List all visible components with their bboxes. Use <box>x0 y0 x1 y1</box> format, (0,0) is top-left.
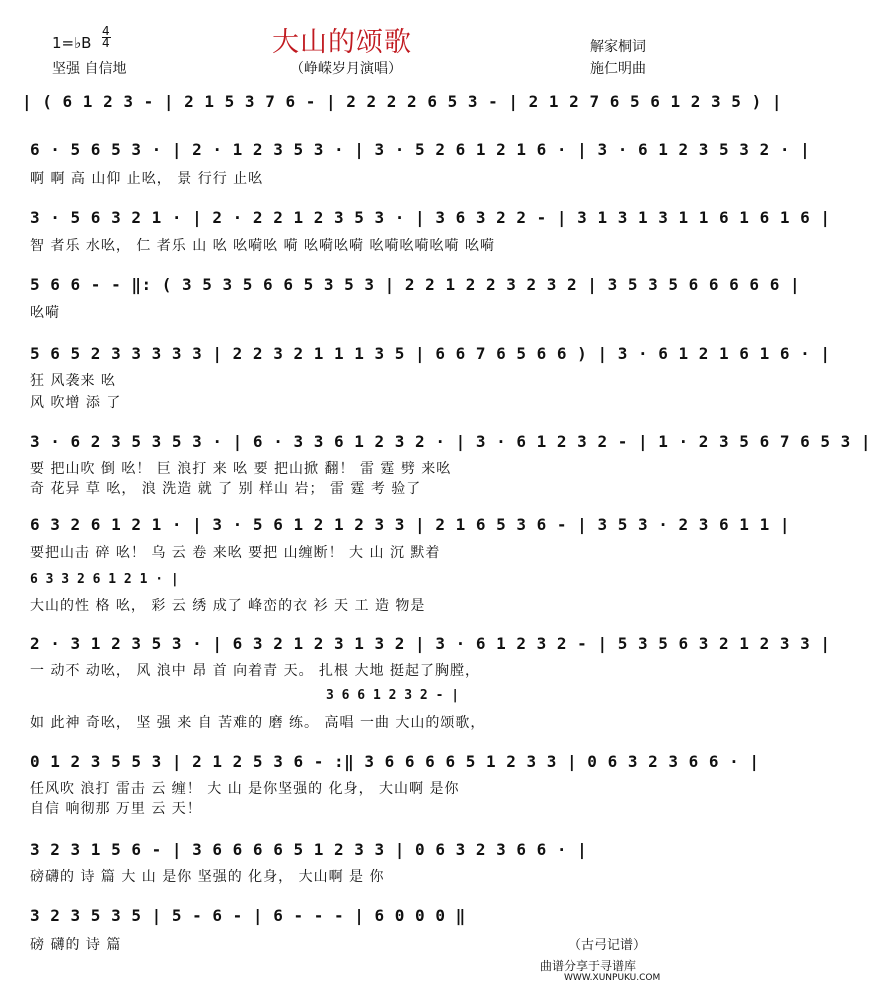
notation-line: 5 6 6 - - ‖: ( 3 5 3 5 6 6 5 3 5 3 | 2 2 1 2 2 3 2 3 2 | 3 5 3 5 6 6 6 6 6 | <box>30 275 801 294</box>
lyric-line: 吆嗬 <box>30 305 60 321</box>
lyric-line: 大山的性 格 吆， 彩 云 绣 成了 峰峦的衣 衫 天 工 造 物是 <box>30 598 426 614</box>
lyric-line: 磅 礴的 诗 篇 <box>30 937 122 953</box>
lyric-line: 狂 风袭来 吆 <box>30 373 116 389</box>
lyric-line: 任风吹 浪打 雷击 云 缠！ 大 山 是你坚强的 化身， 大山啊 是你 <box>30 781 460 797</box>
time-signature-bottom: 4 <box>102 36 110 50</box>
notation-line: 2 · 3 1 2 3 5 3 · | 6 3 2 1 2 3 1 3 2 | 3 · 6 1 2 3 2 - | 5 3 5 6 3 2 1 2 3 3 | <box>30 634 831 653</box>
notation-credit: （古弓记谱） <box>568 938 647 953</box>
time-signature <box>102 26 111 49</box>
notation-line: 5 6 5 2 3 3 3 3 3 | 2 2 3 2 1 1 1 3 5 | 6 6 7 6 5 6 6 ) | 3 · 6 1 2 1 6 1 6 · | <box>30 344 831 363</box>
lyric-line: 磅礴的 诗 篇 大 山 是你 坚强的 化身， 大山啊 是 你 <box>30 869 385 885</box>
notation-line: 3 2 3 1 5 6 - | 3 6 6 6 6 5 1 2 3 3 | 0 6 3 2 3 6 6 · | <box>30 840 588 859</box>
lyric-line: 一 动不 动吆， 风 浪中 昂 首 向着青 天。 扎根 大地 挺起了胸膛， <box>30 663 480 679</box>
performer-subtitle: （峥嵘岁月演唱） <box>290 61 402 77</box>
lyric-line: 自信 响彻那 万里 云 天！ <box>30 801 202 817</box>
tempo-marking: 坚强 自信地 <box>52 61 127 77</box>
lyric-line: 风 吹增 添 了 <box>30 395 122 411</box>
source-site: 曲谱分享于寻谱库 <box>540 959 637 973</box>
key-signature: 1=♭B <box>52 34 92 52</box>
lyric-line: 要把山击 碎 吆！ 乌 云 卷 来吆 要把 山缠断！ 大 山 沉 默着 <box>30 545 441 561</box>
notation-line: 0 1 2 3 5 5 3 | 2 1 2 5 3 6 - :‖ 3 6 6 6 6 5 1 2 3 3 | 0 6 3 2 3 6 6 · | <box>30 752 760 771</box>
notation-line: 6 3 2 6 1 2 1 · | 3 · 5 6 1 2 1 2 3 3 | 2 1 6 5 3 6 - | 3 5 3 · 2 3 6 1 1 | <box>30 515 790 534</box>
composer: 施仁明曲 <box>590 61 646 77</box>
notation-line: 6 · 5 6 5 3 · | 2 · 1 2 3 5 3 · | 3 · 5 2 6 1 2 1 6 · | 3 · 6 1 2 3 5 3 2 · | <box>30 140 811 159</box>
notation-line: | ( 6 1 2 3 - | 2 1 5 3 7 6 - | 2 2 2 2 6 5 3 - | 2 1 2 7 6 5 6 1 2 3 5 ) | <box>22 92 782 111</box>
notation-line: 3 · 5 6 3 2 1 · | 2 · 2 2 1 2 3 5 3 · | 3 6 3 2 2 - | 3 1 3 1 3 1 1 6 1 6 1 6 | <box>30 208 831 227</box>
lyric-line: 智 者乐 水吆， 仁 者乐 山 吆 吆嗬吆 嗬 吆嗬吆嗬 吆嗬吆嗬吆嗬 吆嗬 <box>30 238 495 254</box>
notation-line: 3 6 6 1 2 3 2 - | <box>326 688 460 703</box>
notation-line: 3 2 3 5 3 5 | 5 - 6 - | 6 - - - | 6 0 0 0 ‖ <box>30 906 466 925</box>
page-title: 大山的颂歌 <box>272 27 412 58</box>
notation-line: 3 · 6 2 3 5 3 5 3 · | 6 · 3 3 6 1 2 3 2 · | 3 · 6 1 2 3 2 - | 1 · 2 3 5 6 7 6 5 3 | <box>30 432 871 451</box>
source-url: WWW.XUNPUKU.COM <box>564 973 661 983</box>
notation-line: 6 3 3 2 6 1 2 1 · | <box>30 572 179 587</box>
lyric-line: 要 把山吹 倒 吆！ 巨 浪打 来 吆 要 把山掀 翻！ 雷 霆 劈 来吆 <box>30 461 452 477</box>
lyric-line: 如 此神 奇吆， 坚 强 来 自 苦难的 磨 练。 高唱 一曲 大山的颂歌， <box>30 715 486 731</box>
lyricist: 解家桐词 <box>590 39 646 55</box>
lyric-line: 奇 花异 草 吆， 浪 洗造 就 了 别 样山 岩； 雷 霆 考 验了 <box>30 481 422 497</box>
lyric-line: 啊 啊 高 山仰 止吆， 景 行行 止吆 <box>30 171 264 187</box>
time-signature-top: 4 <box>102 24 110 38</box>
